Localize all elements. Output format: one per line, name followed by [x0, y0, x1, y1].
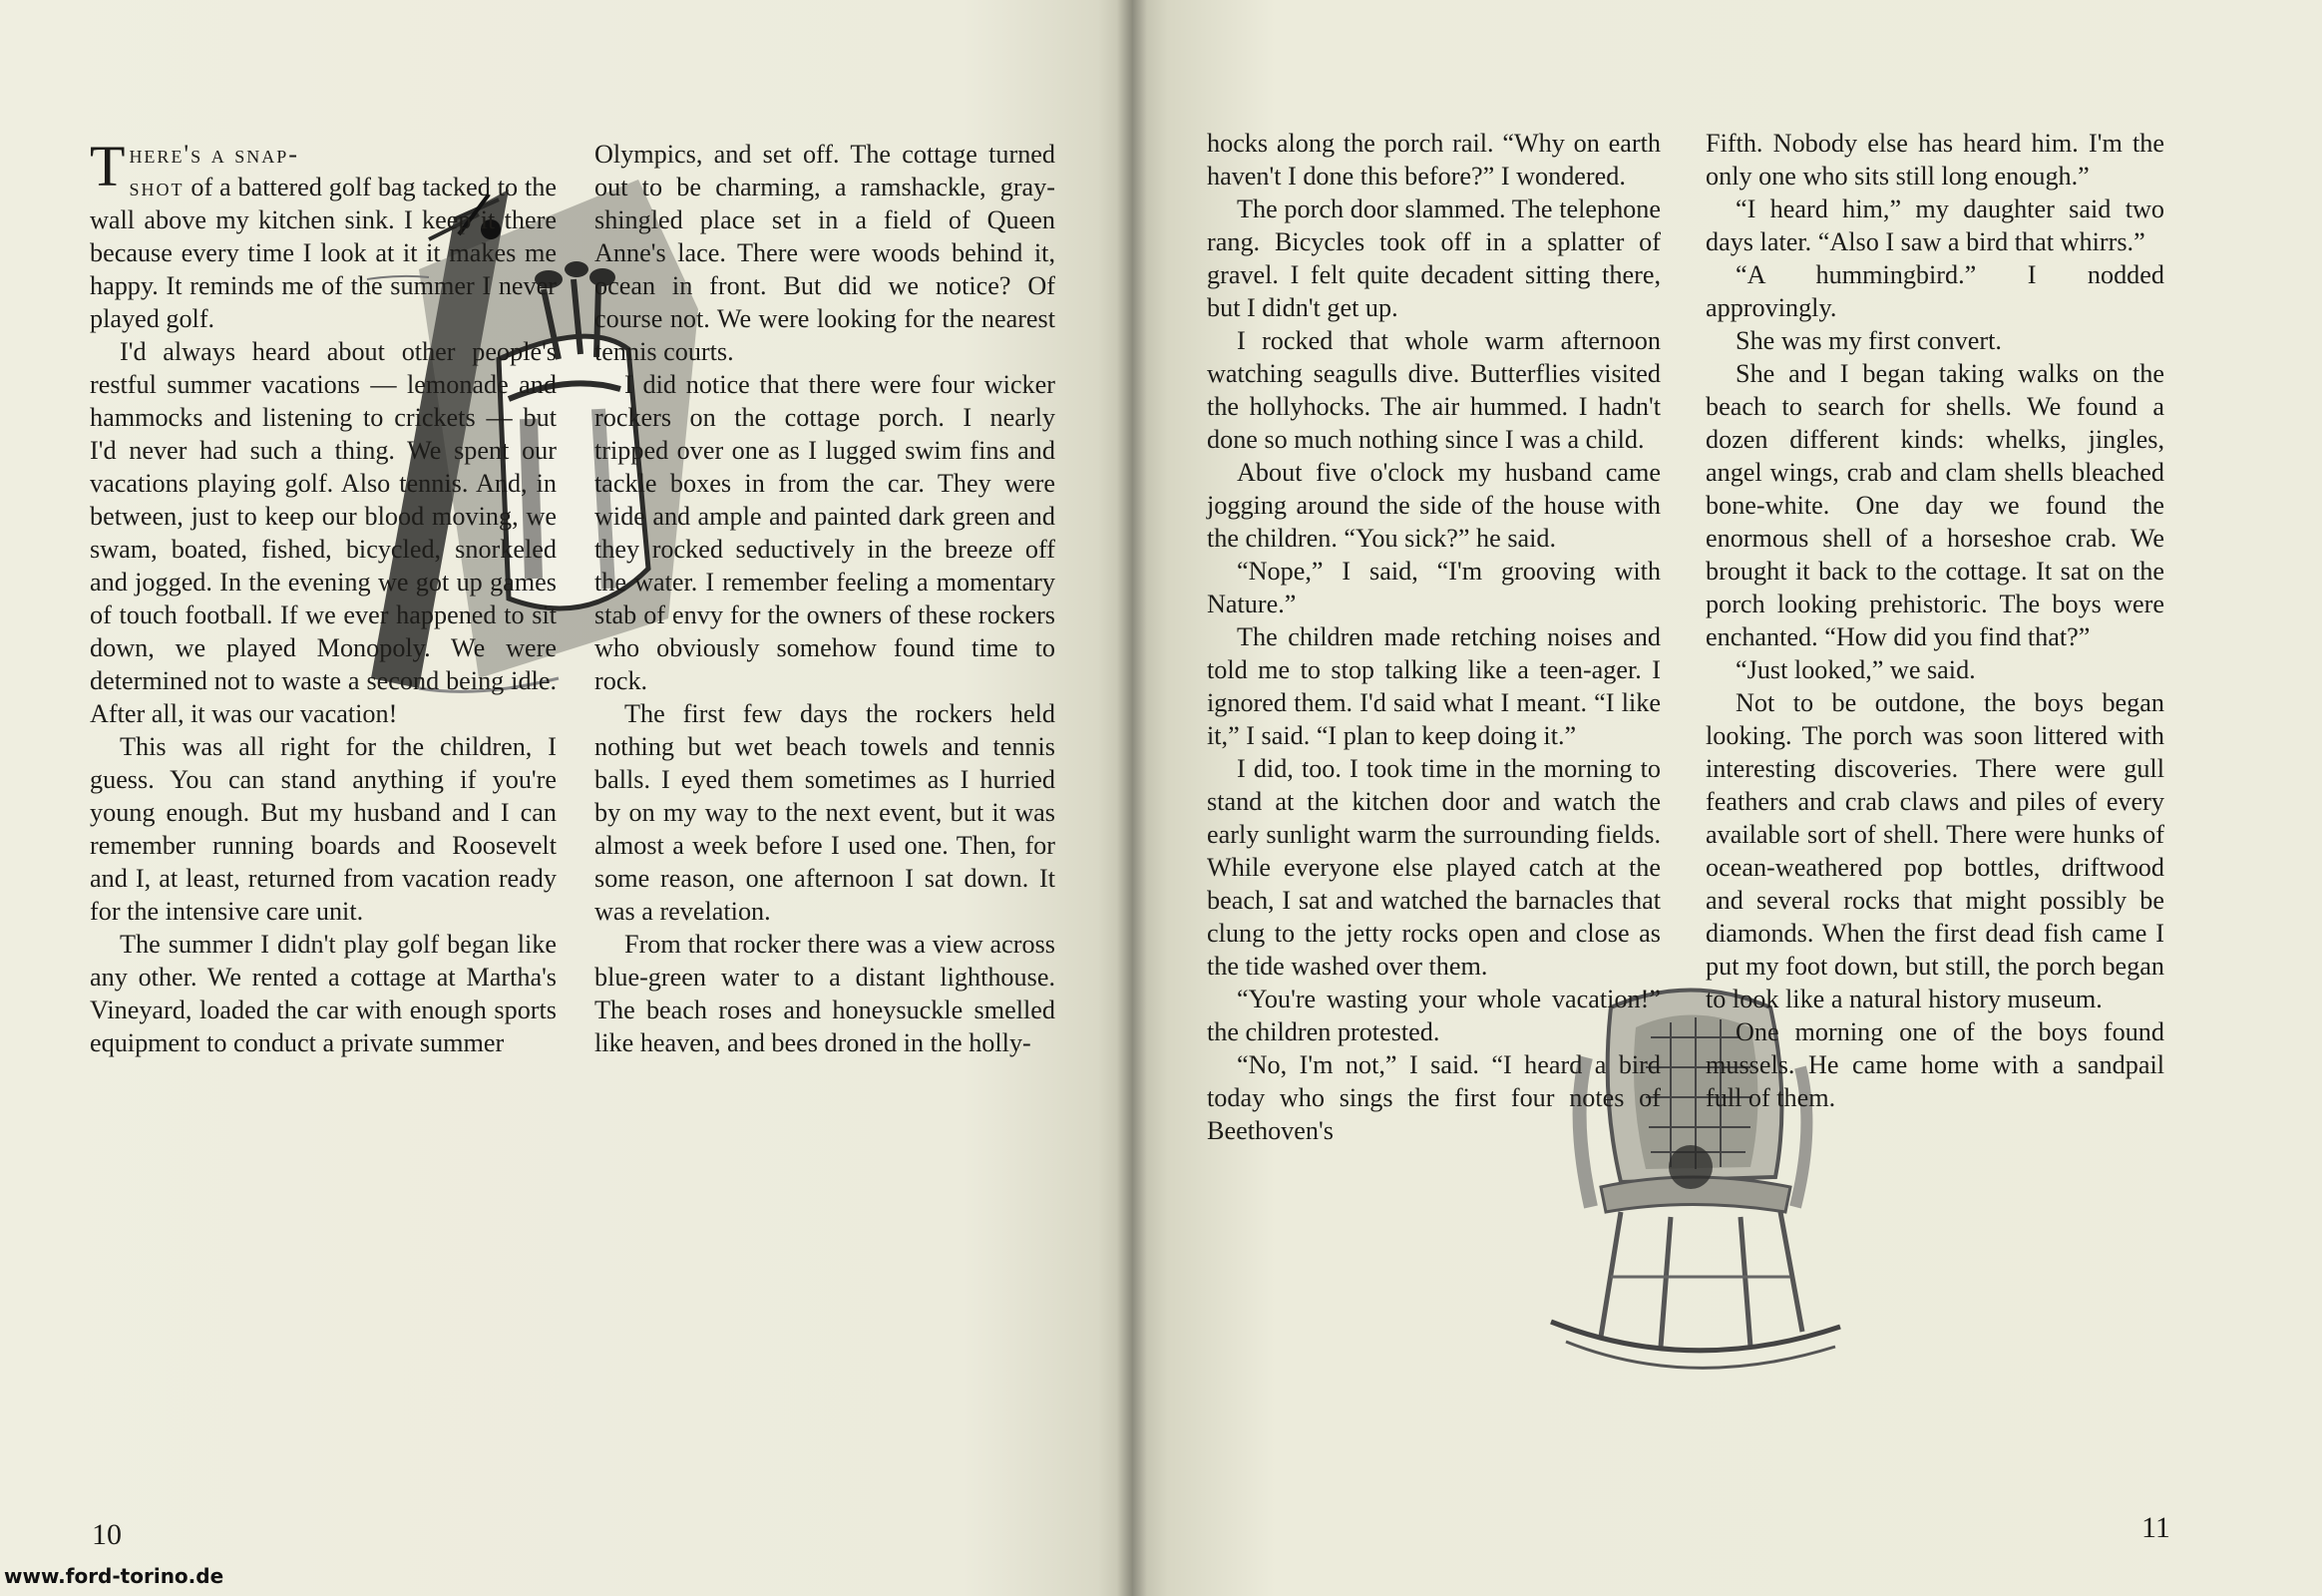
paragraph: From that rocker there was a view across blue-green water to a distant lighthouse. The beach roses and honeysuckle smelled like heaven, and bees droned in the holly-: [594, 930, 1055, 1057]
paragraph: About five o'clock my husband came jogging around the side of the house with the children. “You sick?” he said.: [1207, 458, 1661, 553]
left-page: [0, 0, 1132, 1596]
page-number-right: 11: [2141, 1511, 2170, 1544]
paragraph: I rocked that whole warm afternoon watching seagulls dive. Butterflies visited the hollyhocks. The air hummed. I hadn't done so much nothing since I was a child.: [1207, 326, 1661, 454]
paragraph: The summer I didn't play golf began like any other. We rented a cottage at Martha's Vineyard, loaded the car with enough sports equipment to conduct a private summer: [90, 930, 557, 1057]
paragraph: She was my first convert.: [1736, 326, 2002, 355]
paragraph: I did, too. I took time in the morning to stand at the kitchen door and watch the early sunlight warm the surrounding fields. While everyone else played catch at the beach, I sat and watched the barnacles that clung to the jetty rocks open and close as the tide washed over them.: [1207, 754, 1661, 981]
paragraph: She and I began taking walks on the beach to search for shells. We found a dozen different kinds: whelks, jingles, angel wings, crab and clam shells bleached bone-white. One day we found the enormous shell of a horseshoe crab. We brought it back to the cottage. It sat on the porch looking prehistoric. The boys were enchanted. “How did you find that?”: [1706, 359, 2164, 651]
paragraph: The children made retching noises and told me to stop talking like a teen-ager. I ignored them. I'd said what I meant. “I like it,” I said. “I plan to keep doing it.”: [1207, 622, 1661, 750]
lead-smallcaps: here's a snap-: [129, 140, 299, 169]
paragraph: of a battered golf bag tacked to the wall above my kitchen sink. I keep it there because every time I look at it it makes me happy. It reminds me of the summer I never played golf.: [90, 173, 557, 333]
left-column-2: [594, 138, 1055, 1059]
paragraph: I'd always heard about other people's restful summer vacations — lemonade and hammocks and listening to crickets — but I'd never had such a thing. We spent our vacations playing golf. Also tennis. And, in between, just to keep our blood moving, we swam, boated, fished, bicycled, snorkeled and jogged. In the evening we got up games of touch football. If we ever happened to sit down, we played Monopoly. We were determined not to waste a second being idle. After all, it was our vacation!: [90, 337, 557, 728]
right-column-2: [1706, 127, 2164, 1114]
paragraph: Olympics, and set off. The cottage turned out to be charming, a ramshackle, gray-shingled place set in a field of Queen Anne's lace. There were woods behind it, ocean in front. But did we notice? Of course not. We were looking for the nearest tennis courts.: [594, 140, 1055, 366]
paragraph: hocks along the porch rail. “Why on earth haven't I done this before?” I wondered.: [1207, 129, 1661, 191]
paragraph: Fifth. Nobody else has heard him. I'm the only one who sits still long enough.”: [1706, 129, 2164, 191]
paragraph: “Nope,” I said, “I'm grooving with Nature.”: [1207, 557, 1661, 618]
book-spine: [1117, 0, 1147, 1596]
paragraph: The porch door slammed. The telephone rang. Bicycles took off in a splatter of gravel. I felt quite decadent sitting there, but I didn't get up.: [1207, 195, 1661, 322]
watermark-url: www.ford-torino.de: [4, 1564, 224, 1588]
opening-paragraph: [90, 134, 557, 335]
left-column-1: [90, 134, 557, 1059]
right-page: [1132, 0, 2322, 1596]
page-number-left: 10: [92, 1518, 122, 1551]
paragraph: “Just looked,” we said.: [1736, 655, 1976, 684]
paragraph: “A hummingbird.” I nodded approvingly.: [1706, 260, 2164, 322]
right-column-1: [1207, 127, 1661, 1147]
lead-smallcaps-2: shot: [129, 173, 185, 201]
paragraph: This was all right for the children, I guess. You can stand anything if you're young enough. But my husband and I can remember running boards and Roosevelt and I, at least, returned from vacation ready for the intensive care unit.: [90, 732, 557, 926]
paragraph: The first few days the rockers held nothing but wet beach towels and tennis balls. I eyed them sometimes as I hurried by on my way to the next event, but it was almost a week before I used one. Then, for some reason, one afternoon I sat down. It was a revelation.: [594, 699, 1055, 926]
paragraph: “I heard him,” my daughter said two days later. “Also I saw a bird that whirrs.”: [1706, 195, 2164, 256]
paragraph: I did notice that there were four wicker rockers on the cottage porch. I nearly tripped over one as I lugged swim fins and tackle boxes in from the car. They were wide and ample and painted dark green and they rocked seductively in the breeze off the water. I remember feeling a momentary stab of envy for the owners of these rockers who obviously somehow found time to rock.: [594, 370, 1055, 695]
drop-cap: T: [90, 134, 126, 199]
paragraph: One morning one of the boys found mussels. He came home with a sandpail full of them.: [1706, 1017, 2164, 1112]
paragraph: Not to be outdone, the boys began looking. The porch was soon littered with interesting discoveries. There were gull feathers and crab claws and piles of every available sort of shell. There were hunks of ocean-weathered pop bottles, driftwood and several rocks that might possibly be diamonds. When the first dead fish came I put my foot down, but still, the porch began to look like a natural history museum.: [1706, 688, 2164, 1013]
paragraph: “You're wasting your whole vacation!” the children protested.: [1207, 985, 1661, 1046]
paragraph: “No, I'm not,” I said. “I heard a bird today who sings the first four notes of Beethoven's: [1207, 1050, 1661, 1145]
